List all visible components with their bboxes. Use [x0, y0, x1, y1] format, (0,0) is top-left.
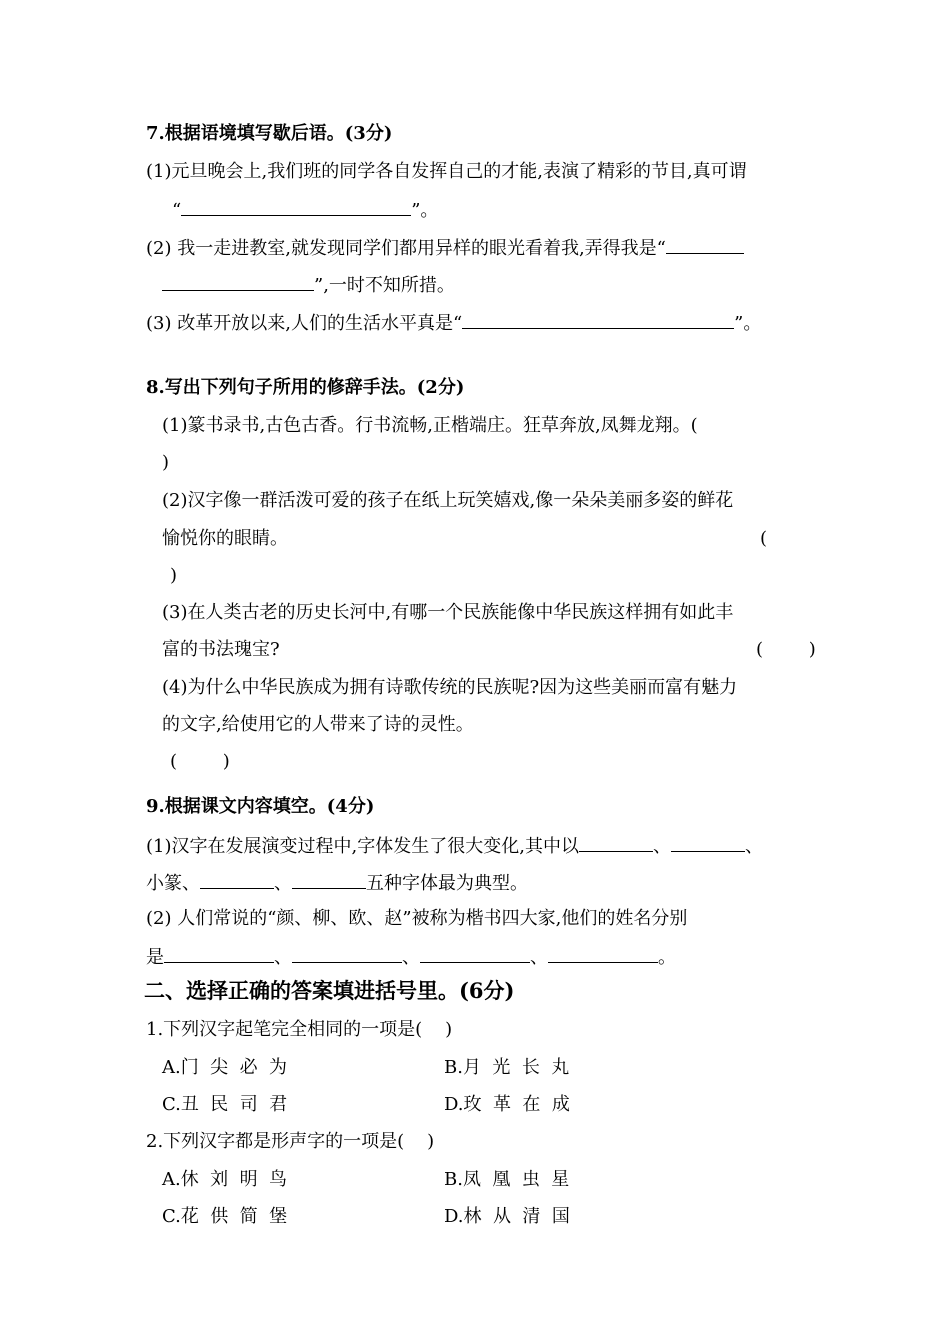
q7-part2-tail: ”,一时不知所措。 — [314, 275, 455, 296]
quote-close: ”。 — [411, 200, 439, 221]
q8-s4-line2: 的文字,给使用它的人带来了诗的灵性。 — [162, 714, 474, 735]
q8-s1-line1: (1)篆书录书,古色古香。行书流畅,正楷端庄。狂草奔放,凤舞龙翔。( — [162, 415, 698, 436]
q8-s4-line1: (4)为什么中华民族成为拥有诗歌传统的民族呢?因为这些美丽而富有魅力 — [162, 677, 738, 698]
q8-s3-line2: 富的书法瑰宝? — [162, 639, 280, 660]
q7-part3-tail: ”。 — [734, 313, 762, 334]
q8-s2-paren-open: ( — [760, 528, 768, 549]
q9-line1-text: (1)汉字在发展演变过程中,字体发生了很大变化,其中以 — [146, 836, 579, 857]
separator: 、 — [274, 947, 292, 968]
q9-line4 — [146, 944, 676, 970]
q9-title: 9.根据课文内容填空。(4分) — [146, 796, 375, 817]
q7-part1-line1: (1)元旦晚会上,我们班的同学各自发挥自己的才能,表演了精彩的节目,真可谓 — [146, 161, 747, 182]
separator: 、 — [652, 836, 671, 857]
answer-blank[interactable] — [671, 833, 745, 852]
q8-s2-line2: 愉悦你的眼睛。 — [162, 528, 288, 549]
q8-s1-line2: ) — [162, 452, 170, 473]
q9-line2 — [146, 870, 528, 896]
q7-part2-text: (2) 我一走进教室,就发现同学们都用异样的眼光看着我,弄得我是“ — [146, 238, 666, 259]
answer-blank[interactable] — [200, 870, 274, 889]
q9-line4-head: 是 — [146, 947, 164, 968]
s2-q2-option-d[interactable]: D.林 从 清 国 — [444, 1206, 570, 1227]
q7-part2-line1 — [146, 235, 744, 261]
s2-q2-option-b[interactable]: B.凤 凰 虫 星 — [444, 1169, 570, 1190]
s2-q2-option-a[interactable]: A.休 刘 明 鸟 — [162, 1169, 288, 1190]
answer-blank[interactable] — [162, 272, 314, 291]
q8-s2-paren-close: ) — [170, 565, 178, 586]
section-2-title: 二、选择正确的答案填进括号里。(6分) — [144, 978, 515, 1003]
q9-line4-end: 。 — [658, 947, 676, 968]
s2-q2-option-c[interactable]: C.花 供 简 堡 — [162, 1206, 288, 1227]
s2-q1-option-c[interactable]: C.丑 民 司 君 — [162, 1094, 288, 1115]
q9-line2-tail: 五种字体最为典型。 — [366, 873, 528, 894]
separator: 、 — [402, 947, 420, 968]
answer-blank[interactable] — [292, 944, 402, 963]
q7-part2-line2 — [162, 272, 455, 298]
answer-blank[interactable] — [666, 235, 744, 254]
q8-s3-paren[interactable]: ( ) — [756, 639, 816, 660]
q8-s4-paren[interactable]: ( ) — [170, 751, 230, 772]
answer-blank[interactable] — [164, 944, 274, 963]
answer-blank[interactable] — [548, 944, 658, 963]
separator: 、 — [744, 836, 763, 857]
s2-q1-stem: 1.下列汉字起笔完全相同的一项是( ) — [146, 1019, 453, 1040]
q9-line1 — [146, 833, 763, 859]
s2-q1-option-a[interactable]: A.门 尖 必 为 — [162, 1057, 288, 1078]
answer-blank[interactable] — [181, 197, 411, 216]
answer-blank[interactable] — [462, 310, 734, 329]
q7-part1-line2 — [172, 197, 438, 223]
quote-open: “ — [172, 200, 182, 221]
separator: 、 — [530, 947, 548, 968]
q9-line3: (2) 人们常说的“颜、柳、欧、赵”被称为楷书四大家,他们的姓名分别 — [146, 908, 688, 929]
q7-part3 — [146, 310, 761, 336]
answer-blank[interactable] — [579, 833, 653, 852]
answer-blank[interactable] — [420, 944, 530, 963]
s2-q1-option-b[interactable]: B.月 光 长 丸 — [444, 1057, 570, 1078]
separator: 、 — [274, 873, 292, 894]
q8-s3-line1: (3)在人类古老的历史长河中,有哪一个民族能像中华民族这样拥有如此丰 — [162, 602, 734, 623]
s2-q1-option-d[interactable]: D.玫 革 在 成 — [444, 1094, 570, 1115]
s2-q2-stem: 2.下列汉字都是形声字的一项是( ) — [146, 1131, 435, 1152]
q8-title: 8.写出下列句子所用的修辞手法。(2分) — [146, 377, 465, 398]
q7-title: 7.根据语境填写歇后语。(3分) — [146, 123, 393, 144]
q9-line2-head: 小篆、 — [146, 873, 200, 894]
q8-s2-line1: (2)汉字像一群活泼可爱的孩子在纸上玩笑嬉戏,像一朵朵美丽多姿的鲜花 — [162, 490, 734, 511]
answer-blank[interactable] — [292, 870, 366, 889]
q7-part3-text: (3) 改革开放以来,人们的生活水平真是“ — [146, 313, 463, 334]
